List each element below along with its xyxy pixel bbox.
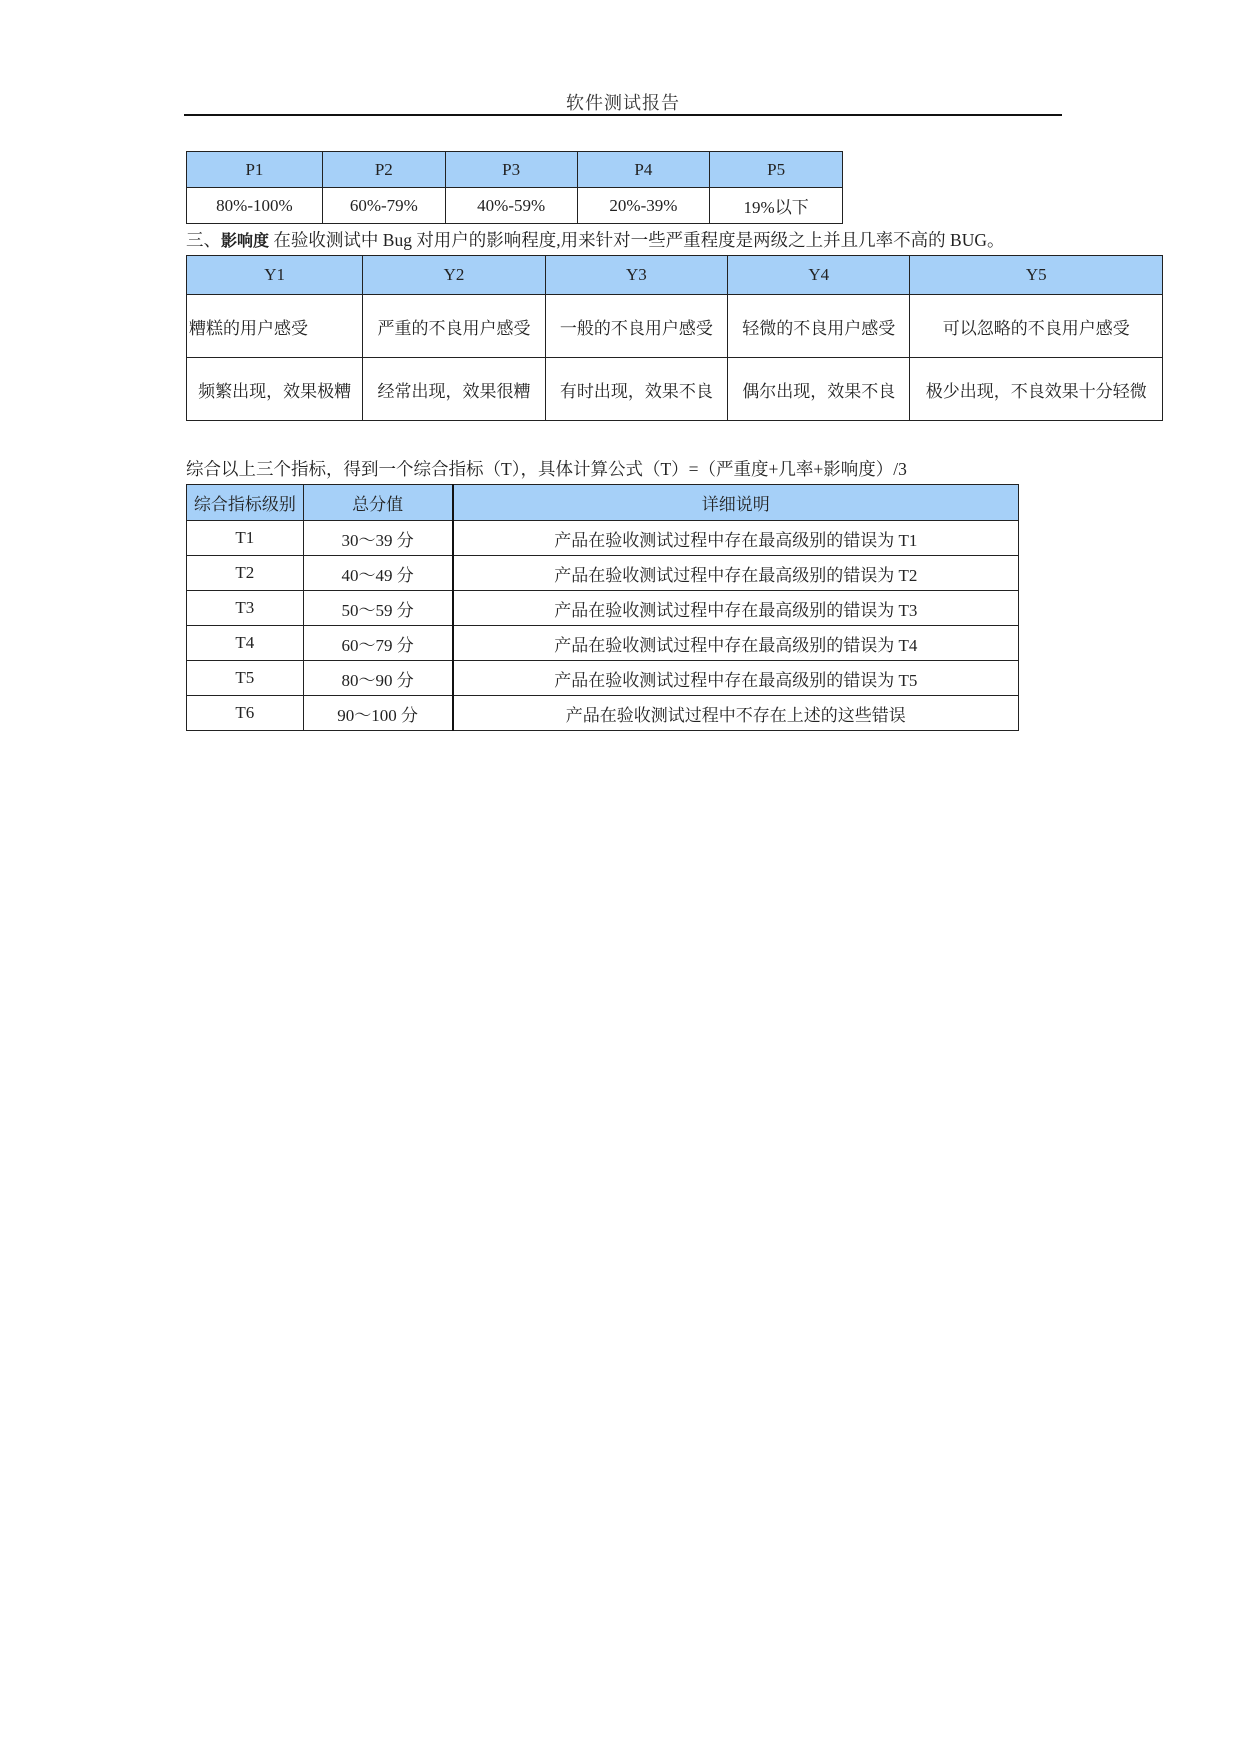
composite-description-cell: 产品在验收测试过程中不存在上述的这些错误 bbox=[453, 696, 1019, 731]
composite-formula-paragraph: 综合以上三个指标，得到一个综合指标（T），具体计算公式（T）=（严重度+几率+影响度）/3 bbox=[186, 459, 907, 479]
composite-level-cell: T1 bbox=[187, 521, 304, 556]
composite-score-cell: 80～90 分 bbox=[303, 661, 452, 696]
impact-table bbox=[186, 255, 1163, 421]
composite-level-cell: T4 bbox=[187, 626, 304, 661]
probability-header-cell: P2 bbox=[322, 152, 445, 188]
probability-value-cell: 60%-79% bbox=[322, 188, 445, 224]
probability-value-cell: 80%-100% bbox=[187, 188, 323, 224]
composite-description-cell: 产品在验收测试过程中存在最高级别的错误为 T1 bbox=[453, 521, 1019, 556]
impact-feeling-cell: 糟糕的用户感受 bbox=[187, 295, 363, 358]
impact-feeling-cell: 一般的不良用户感受 bbox=[545, 295, 727, 358]
impact-header-cell: Y2 bbox=[363, 256, 545, 295]
impact-header-cell: Y3 bbox=[545, 256, 727, 295]
composite-row bbox=[187, 661, 1019, 696]
impact-frequency-cell: 偶尔出现，效果不良 bbox=[728, 358, 910, 421]
probability-value-cell: 40%-59% bbox=[445, 188, 577, 224]
probability-header-cell: P3 bbox=[445, 152, 577, 188]
impact-frequency-cell: 经常出现，效果很糟 bbox=[363, 358, 545, 421]
composite-score-cell: 50～59 分 bbox=[303, 591, 452, 626]
composite-row bbox=[187, 521, 1019, 556]
composite-level-cell: T3 bbox=[187, 591, 304, 626]
composite-score-cell: 60～79 分 bbox=[303, 626, 452, 661]
impact-header-cell: Y5 bbox=[910, 256, 1163, 295]
impact-section-term: 影响度 bbox=[221, 231, 270, 250]
composite-index-table bbox=[186, 484, 1019, 731]
header-divider bbox=[184, 114, 1062, 116]
composite-level-cell: T5 bbox=[187, 661, 304, 696]
impact-header-cell: Y4 bbox=[728, 256, 910, 295]
composite-description-cell: 产品在验收测试过程中存在最高级别的错误为 T2 bbox=[453, 556, 1019, 591]
probability-header-row bbox=[187, 152, 843, 188]
impact-section-prefix: 三、 bbox=[186, 230, 221, 250]
impact-section-description: 在验收测试中 Bug 对用户的影响程度,用来针对一些严重程度是两级之上并且几率不高的 BUG。 bbox=[269, 230, 1005, 250]
probability-table bbox=[186, 151, 843, 224]
composite-score-cell: 30～39 分 bbox=[303, 521, 452, 556]
composite-description-cell: 产品在验收测试过程中存在最高级别的错误为 T4 bbox=[453, 626, 1019, 661]
composite-header-row bbox=[187, 485, 1019, 521]
impact-header-row bbox=[187, 256, 1163, 295]
impact-header-cell: Y1 bbox=[187, 256, 363, 295]
composite-header-cell: 总分值 bbox=[303, 485, 452, 521]
composite-row bbox=[187, 591, 1019, 626]
impact-feeling-row bbox=[187, 295, 1163, 358]
page-header-title: 软件测试报告 bbox=[566, 93, 680, 113]
impact-feeling-cell: 轻微的不良用户感受 bbox=[728, 295, 910, 358]
impact-feeling-cell: 严重的不良用户感受 bbox=[363, 295, 545, 358]
probability-header-cell: P4 bbox=[577, 152, 710, 188]
composite-score-cell: 90～100 分 bbox=[303, 696, 452, 731]
probability-header-cell: P1 bbox=[187, 152, 323, 188]
composite-row bbox=[187, 626, 1019, 661]
composite-description-cell: 产品在验收测试过程中存在最高级别的错误为 T5 bbox=[453, 661, 1019, 696]
impact-frequency-cell: 有时出现，效果不良 bbox=[545, 358, 727, 421]
impact-frequency-row bbox=[187, 358, 1163, 421]
probability-value-row bbox=[187, 188, 843, 224]
probability-value-cell: 20%-39% bbox=[577, 188, 710, 224]
probability-value-cell: 19%以下 bbox=[710, 188, 843, 224]
composite-description-cell: 产品在验收测试过程中存在最高级别的错误为 T3 bbox=[453, 591, 1019, 626]
impact-frequency-cell: 频繁出现，效果极糟 bbox=[187, 358, 363, 421]
composite-row bbox=[187, 696, 1019, 731]
impact-feeling-cell: 可以忽略的不良用户感受 bbox=[910, 295, 1163, 358]
composite-level-cell: T2 bbox=[187, 556, 304, 591]
composite-header-cell: 详细说明 bbox=[453, 485, 1019, 521]
composite-row bbox=[187, 556, 1019, 591]
impact-frequency-cell: 极少出现，不良效果十分轻微 bbox=[910, 358, 1163, 421]
probability-header-cell: P5 bbox=[710, 152, 843, 188]
composite-header-cell: 综合指标级别 bbox=[187, 485, 304, 521]
composite-score-cell: 40～49 分 bbox=[303, 556, 452, 591]
impact-section-paragraph bbox=[186, 227, 1005, 252]
composite-level-cell: T6 bbox=[187, 696, 304, 731]
